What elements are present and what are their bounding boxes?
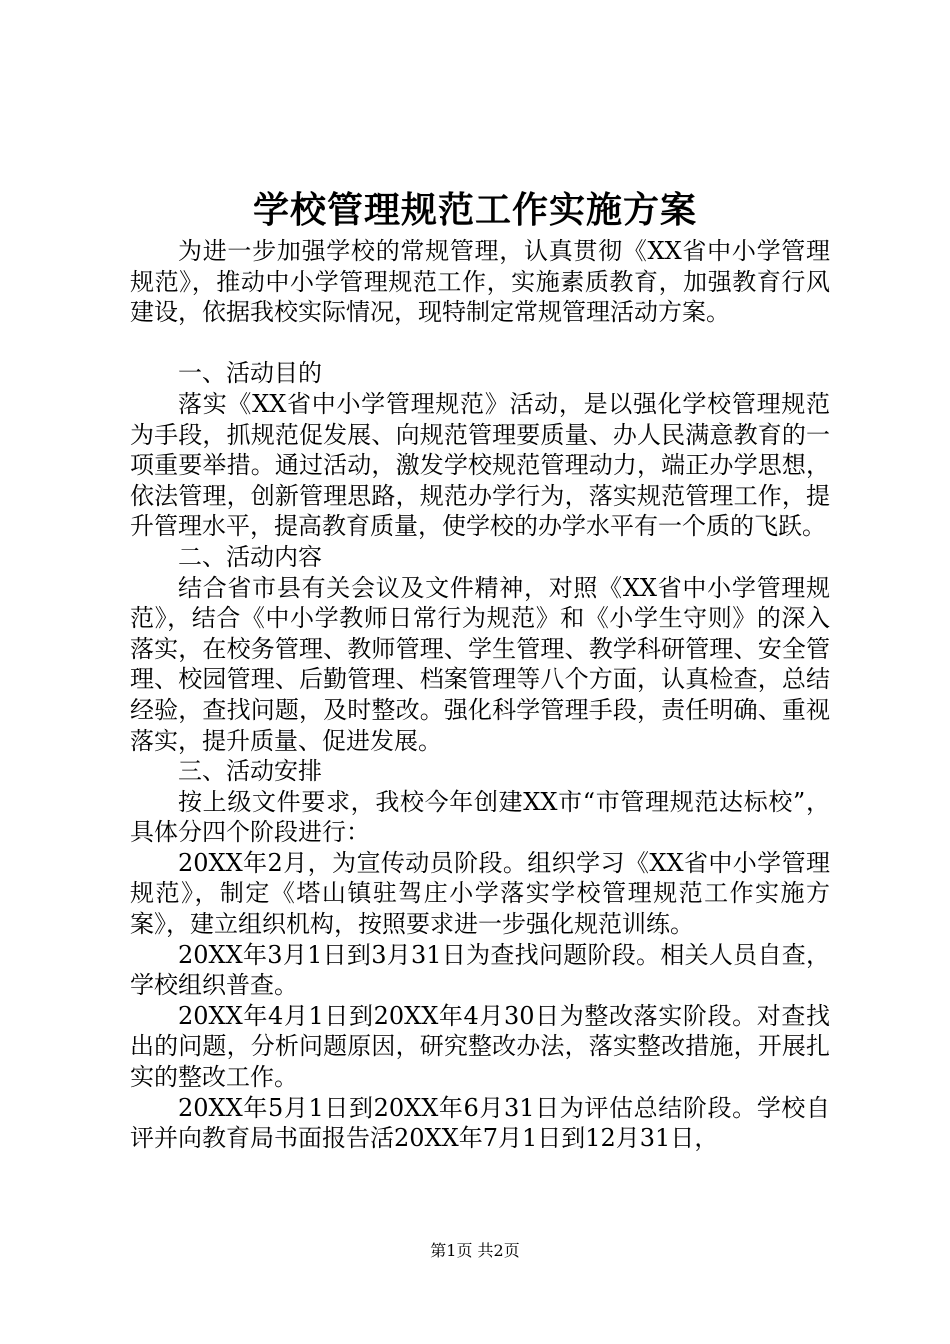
intro-paragraph: 为进一步加强学校的常规管理，认真贯彻《XX省中小学管理规范》，推动中小学管理规范工作，实施素质教育，加强教育行风建设，依据我校实际情况，现特制定常规管理活动方案。: [130, 237, 830, 327]
schedule-stage-4-paragraph: 20XX年5月1日到20XX年6月31日为评估总结阶段。学校自评并向教育局书面报告活20XX年7月1日到12月31日，: [130, 1093, 830, 1153]
purpose-paragraph: 落实《XX省中小学管理规范》活动，是以强化学校管理规范为手段，抓规范促发展、向规范管理要质量、办人民满意教育的一项重要举措。通过活动，激发学校规范管理动力，端正办学思想，依法管理，创新管理思路，规范办学行为，落实规范管理工作，提升管理水平，提高教育质量，使学校的办学水平有一个质的飞跃。: [130, 389, 830, 541]
schedule-stage-2-paragraph: 20XX年3月1日到3月31日为查找问题阶段。相关人员自查，学校组织普查。: [130, 940, 830, 1000]
section-heading-content: 二、活动内容: [178, 542, 322, 571]
paragraph-spacer: [130, 328, 830, 359]
schedule-stage-3-paragraph: 20XX年4月1日到20XX年4月30日为整改落实阶段。对查找出的问题，分析问题原因，研究整改办法，落实整改措施，开展扎实的整改工作。: [130, 1001, 830, 1092]
document-body: [130, 236, 830, 1154]
schedule-stage-1-paragraph: 20XX年2月，为宣传动员阶段。组织学习《XX省中小学管理规范》，制定《塔山镇驻驾庄小学落实学校管理规范工作实施方案》，建立组织机构，按照要求进一步强化规范训练。: [130, 848, 830, 939]
page-number: 第1页 共2页: [430, 1241, 520, 1260]
schedule-intro-paragraph: 按上级文件要求，我校今年创建XX市“市管理规范达标校”，具体分四个阶段进行：: [130, 787, 830, 847]
content-paragraph: 结合省市县有关会议及文件精神，对照《XX省中小学管理规范》，结合《中小学教师日常行为规范》和《小学生守则》的深入落实，在校务管理、教师管理、学生管理、教学科研管理、安全管理、校园管理、后勤管理、档案管理等八个方面，认真检查，总结经验，查找问题，及时整改。强化科学管理手段，责任明确、重视落实，提升质量、促进发展。: [130, 573, 830, 755]
section-heading-schedule: 三、活动安排: [178, 757, 322, 786]
document-title: 学校管理规范工作实施方案: [252, 189, 697, 231]
section-heading-purpose: 一、活动目的: [178, 359, 322, 388]
